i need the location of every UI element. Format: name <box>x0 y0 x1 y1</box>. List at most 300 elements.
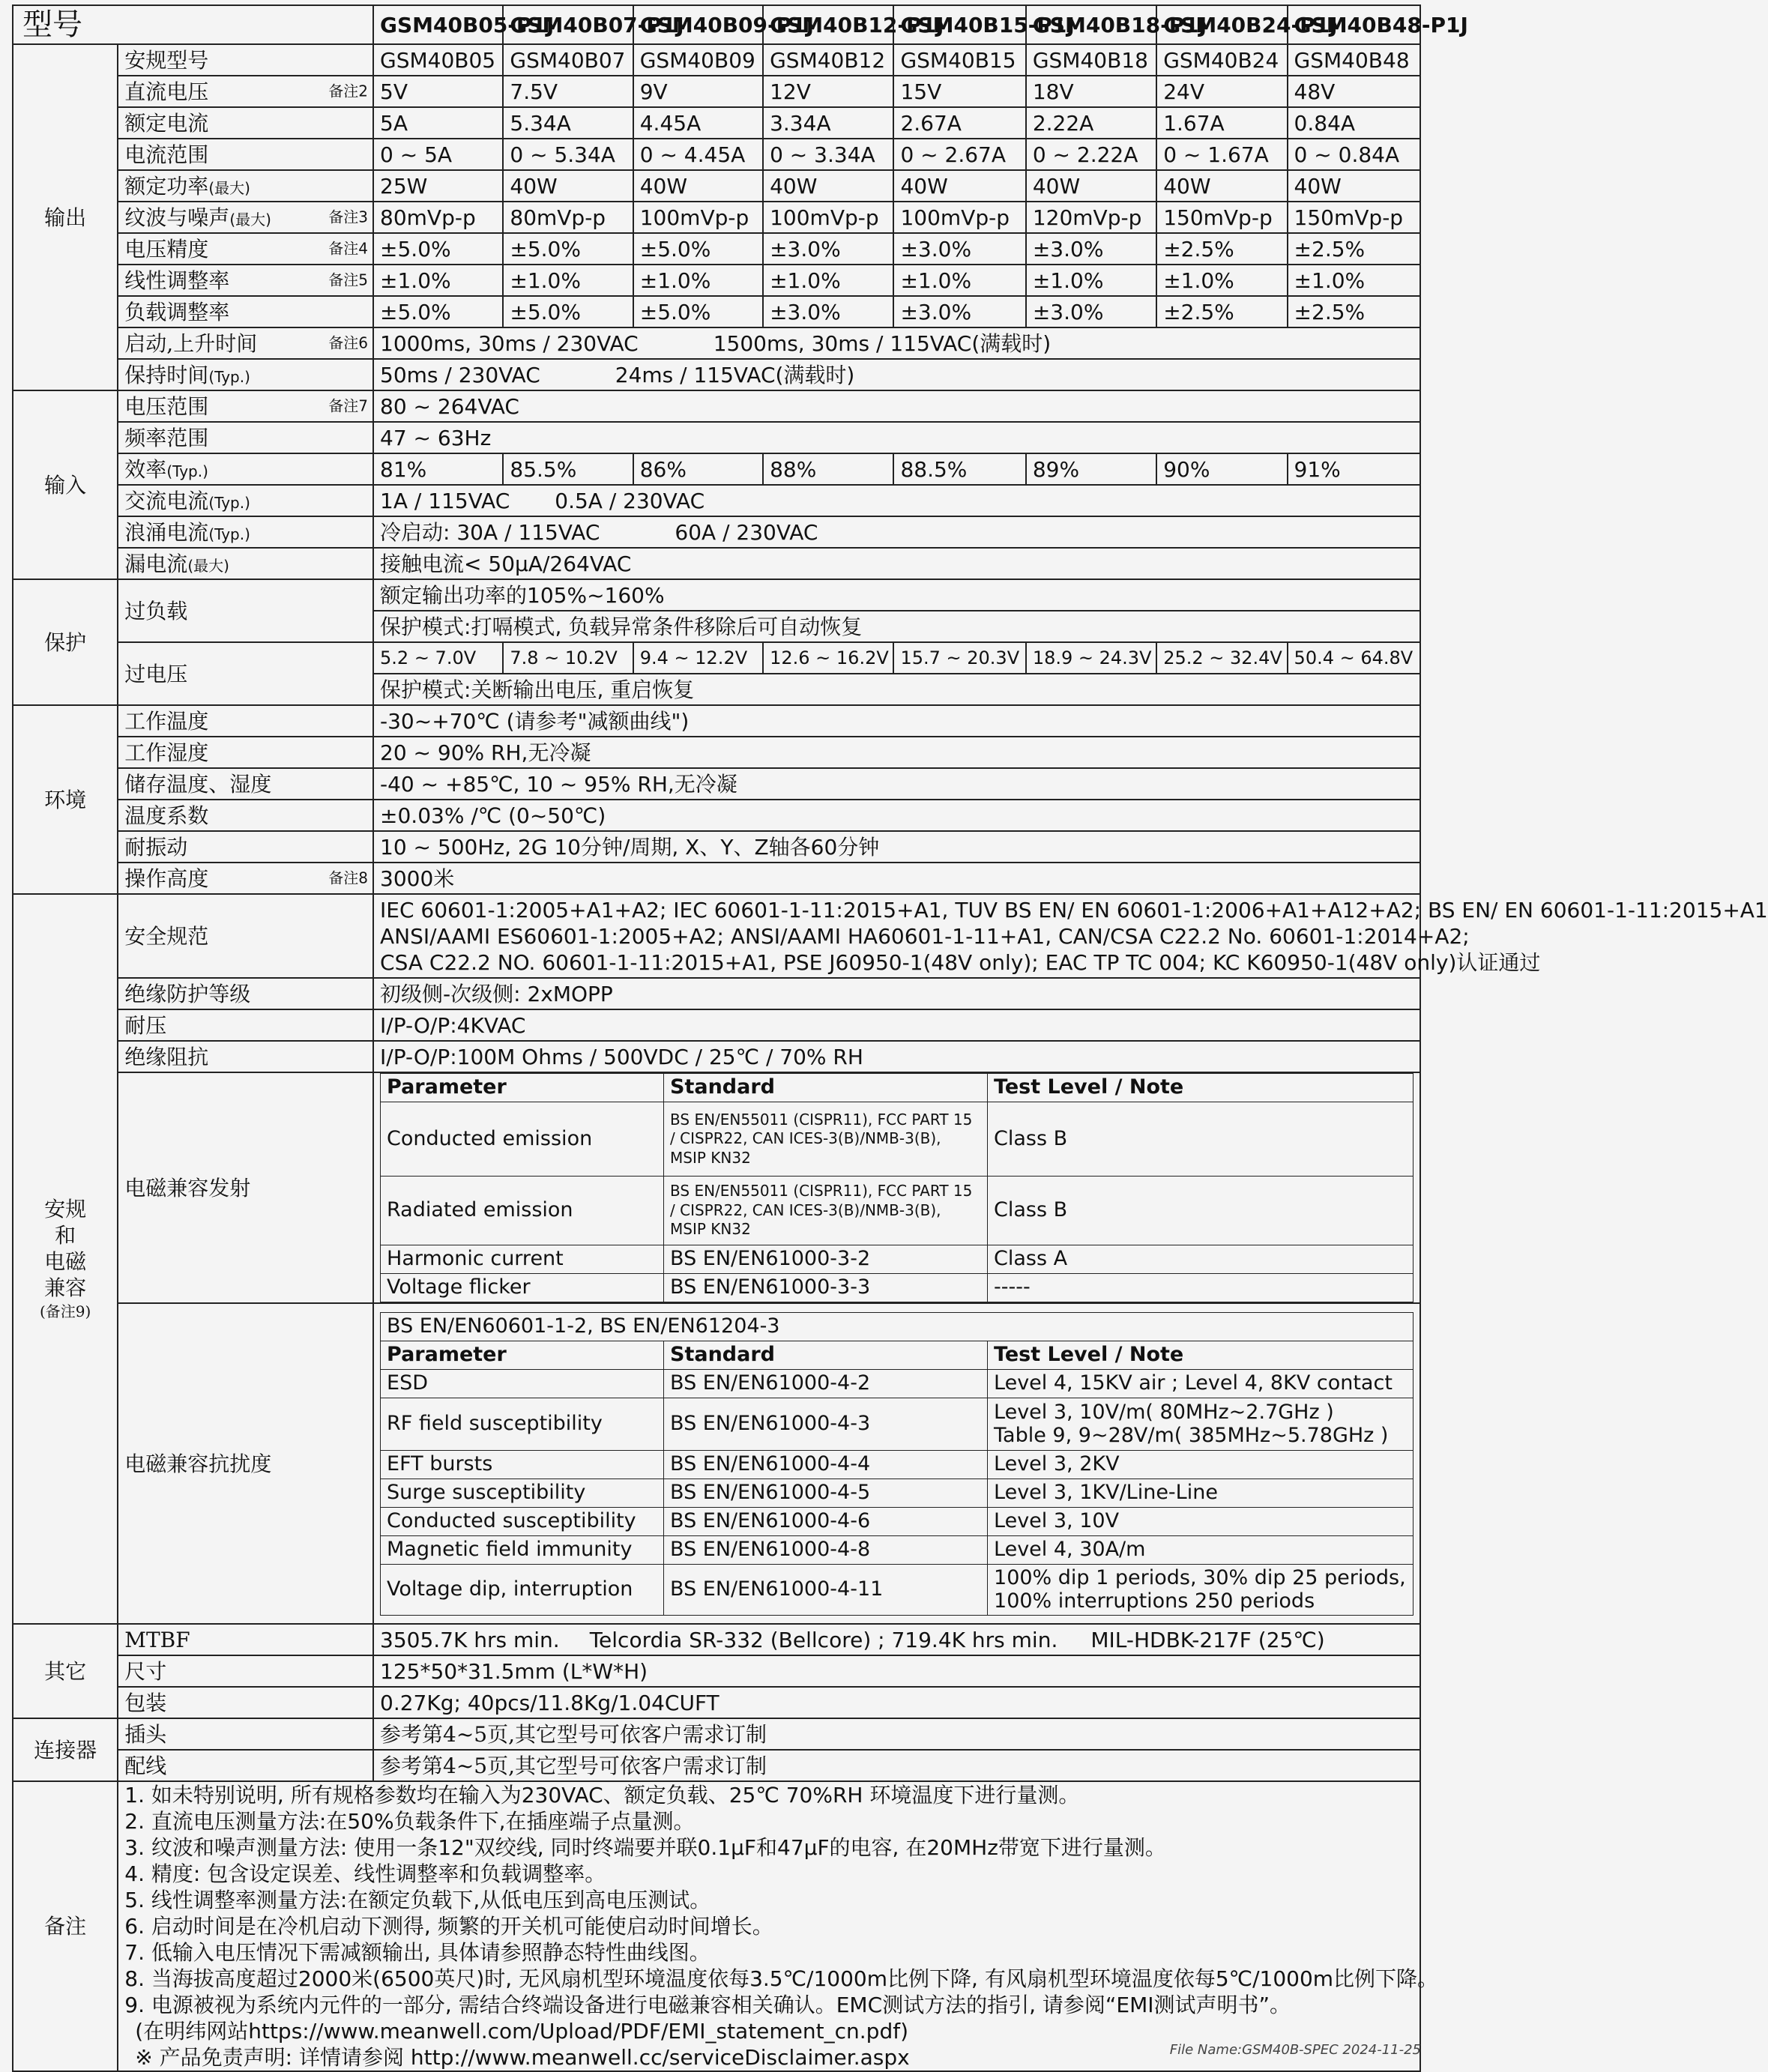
emc-table <box>380 1312 1414 1616</box>
category-environment: 环境 <box>13 705 118 894</box>
spec-row <box>13 516 1420 548</box>
row-label <box>118 1009 373 1041</box>
model-value: 5.2 ~ 7.0V <box>373 642 503 674</box>
emc-level <box>988 1245 1414 1274</box>
qualifier: (Typ.) <box>208 367 250 386</box>
model-value: GSM40B24 <box>1156 44 1287 76</box>
note-ref: 备注4 <box>328 239 369 258</box>
model-value: 5A <box>373 107 503 139</box>
immunity-cell <box>373 1303 1420 1624</box>
emc-row <box>381 1535 1414 1564</box>
emc-row <box>381 1177 1414 1245</box>
model-value: GSM40B09 <box>633 44 763 76</box>
qualifier: (最大) <box>187 556 229 575</box>
level-text: ----- <box>994 1275 1031 1299</box>
value-cell: I/P-O/P:4KVAC <box>373 1009 1420 1041</box>
emc-parameter: Voltage flicker <box>381 1274 664 1302</box>
note-ref: 备注6 <box>328 333 369 352</box>
model-value: 2.67A <box>893 107 1025 139</box>
value-cell: 47 ~ 63Hz <box>373 422 1420 453</box>
qualifier: (最大) <box>208 178 250 197</box>
spec-row <box>13 737 1420 768</box>
spec-row <box>13 1072 1420 1303</box>
label-text: 保持时间 <box>124 362 209 387</box>
model-value: 25.2 ~ 32.4V <box>1156 642 1287 674</box>
emc-row <box>381 1102 1414 1177</box>
label-text: 额定电流 <box>124 110 209 136</box>
label-text: 温度系数 <box>124 803 209 828</box>
value-cell: 额定输出功率的105%~160% <box>373 579 1420 611</box>
label-text: 工作温度 <box>124 708 209 734</box>
row-label <box>118 485 373 516</box>
spec-row <box>13 1750 1420 1781</box>
model-value: 15.7 ~ 20.3V <box>893 642 1025 674</box>
model-value: 48V <box>1288 76 1420 107</box>
model-value: 100mVp-p <box>763 202 893 233</box>
value-part: 1000ms, 30ms / 230VAC <box>380 330 639 356</box>
label-text: 电压范围 <box>124 393 209 419</box>
spec-row <box>13 139 1420 170</box>
value-part: 24ms / 115VAC(满载时) <box>615 362 855 387</box>
model-value: ±1.0% <box>1156 265 1287 296</box>
row-label <box>118 265 373 296</box>
label-text: 尺寸 <box>124 1658 167 1684</box>
model-value: 1.67A <box>1156 107 1287 139</box>
value-part: 冷启动: 30A / 115VAC <box>380 519 600 545</box>
value-cell <box>373 485 1420 516</box>
emc-level <box>988 1177 1414 1245</box>
model-value: 81% <box>373 453 503 485</box>
category-line: 兼容 <box>44 1275 87 1300</box>
model-value: GSM40B15 <box>893 44 1025 76</box>
emc-standard: BS EN/EN61000-4-11 <box>664 1564 988 1615</box>
row-label <box>118 1303 373 1624</box>
spec-row <box>13 642 1420 674</box>
model-value: 25W <box>373 170 503 202</box>
row-label <box>118 233 373 265</box>
model-value: 50.4 ~ 64.8V <box>1288 642 1420 674</box>
emc-parameter: Conducted susceptibility <box>381 1507 664 1535</box>
model-value: ±1.0% <box>763 265 893 296</box>
model-value: 4.45A <box>633 107 763 139</box>
value-cell: -40 ~ +85℃, 10 ~ 95% RH,无冷凝 <box>373 768 1420 800</box>
value-cell: 参考第4~5页,其它型号可依客户需求订制 <box>373 1718 1420 1750</box>
label-text: 电流范围 <box>124 142 209 167</box>
value-cell <box>373 359 1420 390</box>
spec-row <box>13 548 1420 579</box>
model-value: 18V <box>1026 76 1156 107</box>
label-text: 额定功率 <box>124 173 209 199</box>
standard-line: CSA C22.2 NO. 60601-1-11:2015+A1, PSE J60950-1(48V only); EAC TP TC 004; KC K60950-1(48V only)认证通过 <box>380 949 1541 975</box>
model-value: ±2.5% <box>1288 296 1420 327</box>
level-text: Level 3, 10V/m( 80MHz~2.7GHz ) <box>994 1400 1334 1424</box>
value-part: 60A / 230VAC <box>675 519 818 545</box>
value-cell <box>373 327 1420 359</box>
row-label <box>118 800 373 831</box>
emc-level <box>988 1535 1414 1564</box>
label-text: 储存温度、湿度 <box>124 771 272 797</box>
emc-parameter: Radiated emission <box>381 1177 664 1245</box>
model-value: 2.22A <box>1026 107 1156 139</box>
model-value: 12V <box>763 76 893 107</box>
category-line: 安规 <box>44 1197 87 1221</box>
emc-row <box>381 1398 1414 1450</box>
header-level: Test Level / Note <box>988 1341 1414 1369</box>
row-label <box>118 1041 373 1072</box>
emc-row <box>381 1564 1414 1615</box>
row-label <box>118 202 373 233</box>
spec-row <box>13 202 1420 233</box>
label-text: 电磁兼容发射 <box>124 1175 251 1200</box>
model-value: 0 ~ 1.67A <box>1156 139 1287 170</box>
row-label <box>118 1718 373 1750</box>
model-value: 88.5% <box>893 453 1025 485</box>
emc-standard: BS EN/EN55011 (CISPR11), FCC PART 15 / CISPR22, CAN ICES-3(B)/NMB-3(B), MSIP KN32 <box>664 1102 988 1177</box>
model-value: 9V <box>633 76 763 107</box>
label-text: 绝缘防护等级 <box>124 981 251 1006</box>
spec-row <box>13 1718 1420 1750</box>
model-value: ±5.0% <box>633 233 763 265</box>
emission-cell <box>373 1072 1420 1303</box>
label-text: 配线 <box>124 1753 167 1778</box>
model-value: 40W <box>633 170 763 202</box>
spec-row <box>13 894 1420 978</box>
level-text: 100% interruptions 250 periods <box>994 1589 1315 1613</box>
spec-row <box>13 233 1420 265</box>
emc-parameter: Magnetic field immunity <box>381 1535 664 1564</box>
spec-row <box>13 978 1420 1009</box>
value-part: 3505.7K hrs min. <box>380 1627 560 1652</box>
category-note: (备注9) <box>39 1302 91 1320</box>
model-value: 89% <box>1026 453 1156 485</box>
category-line: 电磁 <box>44 1249 87 1274</box>
model-value: 0 ~ 2.22A <box>1026 139 1156 170</box>
emc-level <box>988 1479 1414 1507</box>
model-header-label: 型号 <box>13 5 373 44</box>
model-value: 7.8 ~ 10.2V <box>503 642 633 674</box>
spec-row <box>13 1303 1420 1624</box>
spec-row <box>13 1655 1420 1687</box>
model-value: 0 ~ 4.45A <box>633 139 763 170</box>
label-text: 电压精度 <box>124 236 209 262</box>
spec-row <box>13 579 1420 611</box>
label-text: 绝缘阻抗 <box>124 1044 209 1069</box>
spec-row <box>13 5 1420 44</box>
label-text: 过负载 <box>124 598 188 623</box>
level-text: Class B <box>994 1198 1068 1222</box>
model-value: 5.34A <box>503 107 633 139</box>
row-label <box>118 516 373 548</box>
model-value: 0 ~ 2.67A <box>893 139 1025 170</box>
model-value: ±2.5% <box>1156 296 1287 327</box>
row-label <box>118 705 373 737</box>
model-value: 40W <box>1156 170 1287 202</box>
model-value: 0 ~ 0.84A <box>1288 139 1420 170</box>
emc-standard: BS EN/EN61000-4-4 <box>664 1450 988 1479</box>
emc-level <box>988 1507 1414 1535</box>
model-name: GSM40B18-P1J <box>1026 5 1156 44</box>
mtbf-cell <box>373 1624 1420 1655</box>
value-cell: 初级侧-次级侧: 2xMOPP <box>373 978 1420 1009</box>
value-part: 50ms / 230VAC <box>380 362 540 387</box>
model-value: 100mVp-p <box>893 202 1025 233</box>
spec-row <box>13 44 1420 76</box>
row-label <box>118 894 373 978</box>
spec-row <box>13 485 1420 516</box>
model-value: GSM40B05 <box>373 44 503 76</box>
emc-row <box>381 1507 1414 1535</box>
standard-line: IEC 60601-1:2005+A1+A2; IEC 60601-1-11:2015+A1, TUV BS EN/ EN 60601-1:2006+A1+A12+A2; BS EN/ EN 60601-1-11:2015+A1 <box>380 897 1768 922</box>
row-label <box>118 1750 373 1781</box>
label-text: 耐压 <box>124 1012 167 1038</box>
spec-row <box>13 768 1420 800</box>
model-value: 100mVp-p <box>633 202 763 233</box>
standard-line: ANSI/AAMI ES60601-1:2005+A2; ANSI/AAMI HA60601-1-11+A1, CAN/CSA C22.2 No. 60601-1:2014+A2; <box>380 923 1470 949</box>
model-value: GSM40B18 <box>1026 44 1156 76</box>
label-text: 交流电流 <box>124 488 209 513</box>
level-text: Class B <box>994 1126 1068 1150</box>
row-label <box>118 107 373 139</box>
model-value: 7.5V <box>503 76 633 107</box>
model-name: GSM40B15-P1J <box>893 5 1025 44</box>
row-label <box>118 978 373 1009</box>
model-value: ±1.0% <box>373 265 503 296</box>
model-value: ±2.5% <box>1156 233 1287 265</box>
level-text: Level 3, 1KV/Line-Line <box>994 1480 1218 1504</box>
value-cell: 接触电流< 50μA/264VAC <box>373 548 1420 579</box>
model-value: 80mVp-p <box>503 202 633 233</box>
row-label <box>118 390 373 422</box>
emc-parameter: RF field susceptibility <box>381 1398 664 1450</box>
row-label <box>118 642 373 705</box>
emc-standard: BS EN/EN61000-4-5 <box>664 1479 988 1507</box>
label-text: 电磁兼容抗扰度 <box>124 1451 272 1476</box>
model-value: ±3.0% <box>1026 296 1156 327</box>
label-text: 纹波与噪声 <box>124 205 230 230</box>
category-input: 输入 <box>13 390 118 579</box>
qualifier: (Typ.) <box>208 493 250 512</box>
row-label <box>118 422 373 453</box>
model-value: ±5.0% <box>503 296 633 327</box>
header-standard: Standard <box>664 1074 988 1102</box>
level-text: Level 4, 30A/m <box>994 1537 1146 1561</box>
spec-row <box>13 359 1420 390</box>
model-value: ±3.0% <box>763 296 893 327</box>
value-cell: 10 ~ 500Hz, 2G 10分钟/周期, X、Y、Z轴各60分钟 <box>373 831 1420 863</box>
value-part: Telcordia SR-332 (Bellcore) ; 719.4K hrs min. <box>589 1627 1058 1652</box>
row-label <box>118 579 373 642</box>
model-value: 12.6 ~ 16.2V <box>763 642 893 674</box>
row-label <box>118 170 373 202</box>
value-cell: 保护模式:关断输出电压, 重启恢复 <box>373 674 1420 705</box>
emc-standard: BS EN/EN61000-4-6 <box>664 1507 988 1535</box>
value-part: 1A / 115VAC <box>380 488 510 513</box>
model-name: GSM40B12-P1J <box>763 5 893 44</box>
spec-row <box>13 1624 1420 1655</box>
level-text: Level 3, 10V <box>994 1508 1120 1532</box>
note-line: 5. 线性调整率测量方法:在额定负载下,从低电压到高电压测试。 <box>124 1888 711 1912</box>
model-value: 40W <box>1026 170 1156 202</box>
model-value: 150mVp-p <box>1156 202 1287 233</box>
emc-row <box>381 1274 1414 1302</box>
level-text: Table 9, 9~28V/m( 385MHz~5.78GHz ) <box>994 1424 1389 1447</box>
emc-parameter: Conducted emission <box>381 1102 664 1177</box>
value-part: 0.5A / 230VAC <box>555 488 705 513</box>
spec-row <box>13 265 1420 296</box>
row-label <box>118 359 373 390</box>
model-value: 88% <box>763 453 893 485</box>
note-line: 6. 启动时间是在冷机启动下测得, 频繁的开关机可能使启动时间增长。 <box>124 1914 773 1939</box>
model-value: 90% <box>1156 453 1287 485</box>
label-text: 工作湿度 <box>124 740 209 765</box>
label-text: 直流电压 <box>124 79 209 104</box>
value-cell: 保护模式:打嗝模式, 负载异常条件移除后可自动恢复 <box>373 611 1420 642</box>
emc-standard: BS EN/EN61000-3-3 <box>664 1274 988 1302</box>
value-cell: 80 ~ 264VAC <box>373 390 1420 422</box>
spec-row <box>13 705 1420 737</box>
spec-row <box>13 1009 1420 1041</box>
label-text: 安全规范 <box>124 923 209 949</box>
row-label <box>118 44 373 76</box>
spec-sheet <box>12 4 1768 2072</box>
label-text: 插头 <box>124 1721 167 1747</box>
emc-standard: BS EN/EN61000-3-2 <box>664 1245 988 1274</box>
emc-level <box>988 1564 1414 1615</box>
model-value: 85.5% <box>503 453 633 485</box>
category-line: 和 <box>55 1223 76 1248</box>
level-text: 100% dip 1 periods, 30% dip 25 periods, <box>994 1565 1406 1589</box>
row-label <box>118 737 373 768</box>
emc-parameter: ESD <box>381 1369 664 1398</box>
model-name: GSM40B48-P1J <box>1288 5 1420 44</box>
label-text: 漏电流 <box>124 551 188 576</box>
emc-level <box>988 1102 1414 1177</box>
model-name: GSM40B24-P1J <box>1156 5 1287 44</box>
note-line: 2. 直流电压测量方法:在50%负载条件下,在插座端子点量测。 <box>124 1809 695 1834</box>
emc-row <box>381 1312 1414 1341</box>
spec-row <box>13 327 1420 359</box>
model-value: ±3.0% <box>893 296 1025 327</box>
row-label <box>118 139 373 170</box>
value-cell: 0.27Kg; 40pcs/11.8Kg/1.04CUFT <box>373 1687 1420 1718</box>
note-ref: 备注7 <box>328 396 369 415</box>
standards-cell <box>373 894 1768 978</box>
spec-row <box>13 296 1420 327</box>
model-value: 3.34A <box>763 107 893 139</box>
value-cell: 参考第4~5页,其它型号可依客户需求订制 <box>373 1750 1420 1781</box>
emc-standard: BS EN/EN61000-4-2 <box>664 1369 988 1398</box>
model-value: 24V <box>1156 76 1287 107</box>
model-value: 0 ~ 5A <box>373 139 503 170</box>
value-cell: 3000米 <box>373 863 1420 894</box>
model-value: 0 ~ 3.34A <box>763 139 893 170</box>
category-safety-emc <box>13 894 118 1624</box>
spec-row <box>13 422 1420 453</box>
model-value: ±5.0% <box>373 233 503 265</box>
category-others: 其它 <box>13 1624 118 1718</box>
emc-row <box>381 1341 1414 1369</box>
model-name: GSM40B05-P1J <box>373 5 503 44</box>
row-label <box>118 548 373 579</box>
category-connector: 连接器 <box>13 1718 118 1781</box>
emc-standard: BS EN/EN61000-4-8 <box>664 1535 988 1564</box>
model-value: 15V <box>893 76 1025 107</box>
label-text: 浪涌电流 <box>124 519 209 545</box>
spec-row <box>13 1781 1420 2071</box>
qualifier: (最大) <box>229 210 271 229</box>
model-value: 0.84A <box>1288 107 1420 139</box>
model-value: 40W <box>893 170 1025 202</box>
model-value: 91% <box>1288 453 1420 485</box>
label-text: 频率范围 <box>124 425 209 450</box>
note-line: 8. 当海拔高度超过2000米(6500英尺)时, 无风扇机型环境温度依每3.5℃/1000m比例下降, 有风扇机型环境温度依每5℃/1000m比例下降。 <box>124 1966 1439 1991</box>
model-value: ±3.0% <box>763 233 893 265</box>
model-value: ±1.0% <box>633 265 763 296</box>
emc-parameter: Harmonic current <box>381 1245 664 1274</box>
row-label <box>118 296 373 327</box>
spec-row <box>13 1041 1420 1072</box>
model-value: 80mVp-p <box>373 202 503 233</box>
emc-table <box>380 1073 1414 1302</box>
emc-row <box>381 1479 1414 1507</box>
note-line: 9. 电源被视为系统内元件的一部分, 需结合终端设备进行电磁兼容相关确认。EMC测试方法的指引, 请参阅“EMI测试声明书”。 <box>124 1993 1291 2017</box>
note-line: (在明纬网站https://www.meanwell.com/Upload/PDF/EMI_statement_cn.pdf) <box>135 2019 909 2044</box>
row-label <box>118 863 373 894</box>
model-value: GSM40B12 <box>763 44 893 76</box>
spec-row <box>13 107 1420 139</box>
model-value: ±3.0% <box>1026 233 1156 265</box>
emc-row <box>381 1369 1414 1398</box>
label-text: 包装 <box>124 1690 167 1715</box>
model-value: 40W <box>1288 170 1420 202</box>
model-value: 86% <box>633 453 763 485</box>
label-text: 负载调整率 <box>124 299 230 324</box>
label-text: 效率 <box>124 456 167 482</box>
spec-row <box>13 453 1420 485</box>
model-name: GSM40B07-P1J <box>503 5 633 44</box>
row-label <box>118 1655 373 1687</box>
value-cell <box>373 516 1420 548</box>
label-text: 启动,上升时间 <box>124 330 258 356</box>
value-cell: 20 ~ 90% RH,无冷凝 <box>373 737 1420 768</box>
model-value: 120mVp-p <box>1026 202 1156 233</box>
emc-row <box>381 1074 1414 1102</box>
note-line: ※ 产品免责声明: 详情请参阅 http://www.meanwell.cc/serviceDisclaimer.aspx <box>135 2045 910 2070</box>
emc-row <box>381 1450 1414 1479</box>
header-level: Test Level / Note <box>988 1074 1414 1102</box>
value-cell: 125*50*31.5mm (L*W*H) <box>373 1655 1420 1687</box>
model-value: ±2.5% <box>1288 233 1420 265</box>
model-value: GSM40B48 <box>1288 44 1420 76</box>
notes-cell <box>118 1781 1439 2071</box>
header-standard: Standard <box>664 1341 988 1369</box>
category-notes: 备注 <box>13 1781 118 2071</box>
value-part: 1500ms, 30ms / 115VAC(满载时) <box>713 330 1052 356</box>
model-name: GSM40B09-P1J <box>633 5 763 44</box>
emc-parameter: Surge susceptibility <box>381 1479 664 1507</box>
spec-table <box>12 4 1768 2072</box>
emc-level <box>988 1398 1414 1450</box>
spec-row <box>13 863 1420 894</box>
qualifier: (Typ.) <box>166 462 208 480</box>
note-line: 4. 精度: 包含设定误差、线性调整率和负载调整率。 <box>124 1861 606 1886</box>
category-protection: 保护 <box>13 579 118 705</box>
emc-parameter: Voltage dip, interruption <box>381 1564 664 1615</box>
emc-level <box>988 1369 1414 1398</box>
spec-row <box>13 170 1420 202</box>
label-text: 过电压 <box>124 661 188 686</box>
row-label <box>118 76 373 107</box>
